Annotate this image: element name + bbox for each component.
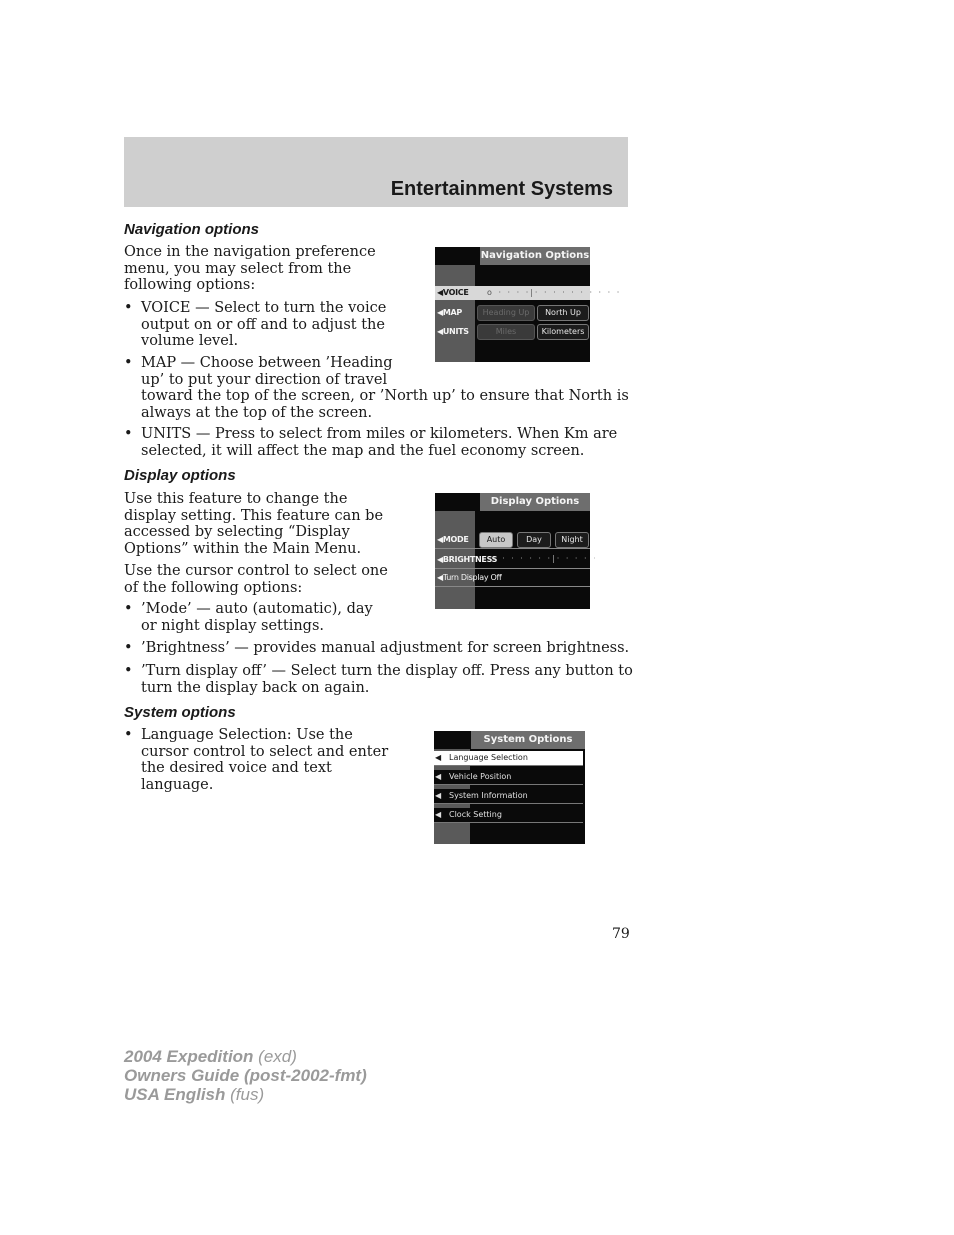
bullet-language-selection: • Language Selection: Use the cursor control to select and enter the desired voice and text language.	[124, 727, 389, 793]
row-divider	[435, 568, 590, 569]
brightness-slider[interactable]: · · · · · · ·|· · · · ·	[493, 554, 598, 563]
voice-label[interactable]: ◀VOICE	[437, 288, 469, 297]
document-footer: 2004 Expedition (exd) Owners Guide (post-2002-fmt) USA English (fus)	[124, 1047, 367, 1104]
mode-label[interactable]: ◀MODE	[437, 535, 469, 544]
menu-item-vehicle-position[interactable]: ◀ Vehicle Position	[434, 770, 583, 785]
screen-title: System Options	[471, 731, 585, 749]
section-title-system: System options	[124, 704, 236, 721]
brightness-label[interactable]: ◀BRIGHTNESS	[437, 555, 498, 564]
header-bar	[124, 137, 628, 207]
section-title-display: Display options	[124, 467, 236, 484]
navigation-options-screen	[435, 247, 622, 362]
system-options-screen	[434, 731, 585, 844]
heading-up-button[interactable]: Heading Up	[477, 305, 535, 321]
screen-title: Display Options	[480, 493, 590, 511]
bullet-glyph: •	[124, 426, 133, 442]
bullet-voice: • VOICE — Select to turn the voice output on or off and to adjust the volume level.	[124, 300, 387, 349]
page-number: 79	[612, 926, 630, 942]
units-label[interactable]: ◀UNITS	[437, 327, 469, 336]
bullet-map: • MAP — Choose between ’Heading up’ to put your direction of travel toward the top of the screen, or ’North up’ to ensure that North is always at the top of the screen.	[124, 355, 629, 421]
page-title: Entertainment Systems	[390, 178, 613, 200]
bullet-turn-display-off: • ’Turn display off’ — Select turn the display off. Press any button to turn the display back on again.	[124, 663, 633, 696]
bullet-glyph: •	[124, 727, 133, 743]
bullet-glyph: •	[124, 355, 133, 371]
miles-button[interactable]: Miles	[477, 324, 535, 340]
day-button[interactable]: Day	[517, 532, 551, 548]
display-intro: Use this feature to change the display setting. This feature can be accessed by selecting “Display Options” within the Main Menu.	[124, 491, 384, 557]
screen-title: Navigation Options	[480, 247, 590, 265]
menu-item-system-information[interactable]: ◀ System Information	[434, 789, 583, 804]
kilometers-button[interactable]: Kilometers	[537, 324, 589, 340]
north-up-button[interactable]: North Up	[537, 305, 589, 321]
bullet-brightness: • ’Brightness’ — provides manual adjustment for screen brightness.	[124, 640, 630, 656]
bullet-glyph: •	[124, 300, 133, 316]
section-title-navigation: Navigation options	[124, 221, 259, 238]
display-options-screen	[435, 493, 598, 609]
night-button[interactable]: Night	[555, 532, 589, 548]
row-divider	[435, 548, 590, 549]
navigation-intro: Once in the navigation preference menu, you may select from the following options:	[124, 244, 376, 293]
bullet-units: • UNITS — Press to select from miles or kilometers. When Km are selected, it will affect the map and the fuel economy screen.	[124, 426, 618, 459]
display-intro-2: Use the cursor control to select one of the following options:	[124, 563, 388, 596]
map-label[interactable]: ◀MAP	[437, 308, 462, 317]
bullet-glyph: •	[124, 640, 133, 656]
bullet-glyph: •	[124, 663, 133, 679]
row-divider	[435, 586, 590, 587]
bullet-mode: • ’Mode’ — auto (automatic), day or night display settings.	[124, 601, 373, 634]
voice-volume-slider[interactable]: o · · · ·|· · · · · · · · · ·	[487, 288, 622, 297]
auto-button[interactable]: Auto	[479, 532, 513, 548]
bullet-glyph: •	[124, 601, 133, 617]
menu-item-clock-setting[interactable]: ◀ Clock Setting	[434, 808, 583, 823]
menu-item-language-selection[interactable]: ◀ Language Selection	[434, 751, 583, 766]
turn-display-off-item[interactable]: ◀Turn Display Off	[437, 573, 502, 582]
